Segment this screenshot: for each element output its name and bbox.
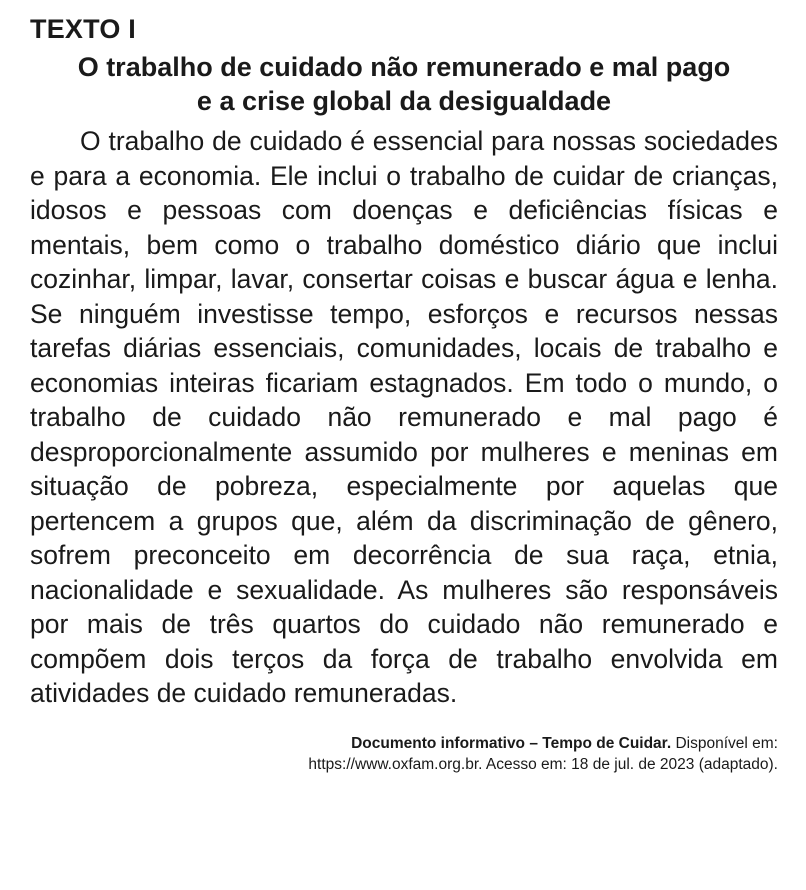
source-line-2: https://www.oxfam.org.br. Acesso em: 18 de jul. de 2023 (adaptado). [308,755,778,773]
source-available: Disponível em: [671,734,778,752]
document-title [30,50,778,118]
document-page [30,12,778,775]
title-line-1: O trabalho de cuidado não remunerado e mal pago [77,52,731,82]
text-label: TEXTO I [30,14,136,44]
source-citation [30,733,778,775]
source-line-1 [30,733,778,754]
body-paragraph: O trabalho de cuidado é essencial para nossas sociedades e para a economia. Ele inclui o trabalho de cuidar de crianças, idosos e pessoas com doenças e deficiências físicas e mentais, bem como o trabalho doméstico diário que inclui cozinhar, limpar, lavar, consertar coisas e buscar água e lenha. Se ninguém investisse tempo, esforços e recursos nessas tarefas diárias essenciais, comunidades, locais de trabalho e economias inteiras ficariam estagnados. Em todo o mundo, o trabalho de cuidado não remunerado e mal pago é desproporcionalmente assumido por mulheres e meninas em situação de pobreza, especialmente por aquelas que pertencem a grupos que, além da discriminação de gênero, sofrem preconceito em decorrência de sua raça, etnia, nacionalidade e sexualidade. As mulheres são responsáveis por mais de três quartos do cuidado não remunerado e compõem dois terços da força de trabalho envolvida em atividades de cuidado remuneradas. [30,126,778,708]
title-line-2: e a crise global da desigualdade [196,86,612,116]
source-title: Documento informativo – Tempo de Cuidar. [351,734,672,752]
